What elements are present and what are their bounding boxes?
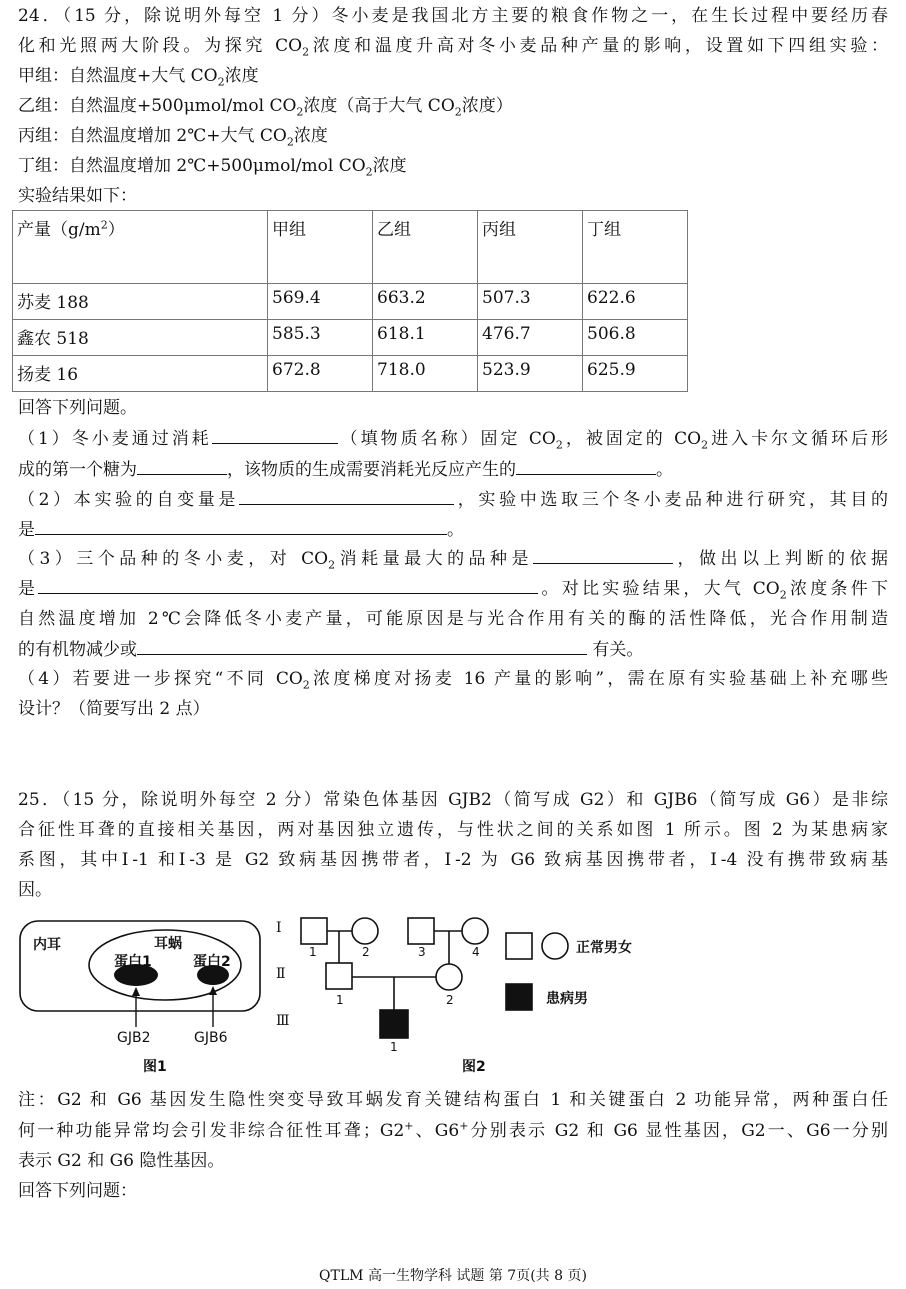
label-gjb2: GJB2: [117, 1030, 151, 1046]
pedigree-number: 1: [309, 945, 317, 959]
cell: 523.9: [478, 356, 583, 392]
cell: 625.9: [583, 356, 688, 392]
figure-2: [301, 918, 568, 1038]
arrowhead-gjb2: [132, 987, 140, 996]
q24-part3-line1: （3）三个品种的冬小麦，对 $CO_2$消耗量最大的品种是 ，做出以上判断的依据: [18, 549, 888, 572]
label-inner-ear: 内耳: [33, 937, 61, 953]
pedigree-I-4-female: [462, 918, 488, 944]
label-gjb6: GJB6: [194, 1030, 228, 1046]
pedigree-number: 1: [390, 1040, 398, 1054]
results-table: [12, 210, 688, 392]
q24-part4-line1: （4）若要进一步探究“不同 $CO_2$浓度梯度对扬麦 16 产量的影响”，需在原有实验基础上补充哪些: [18, 669, 888, 692]
group-a: 甲组：自然温度+大气 $CO_2$浓度: [18, 66, 259, 89]
note-line2: 何一种功能异常均会引发非综合征性耳聋；G2+、G6+分别表示 G2 和 G6 显性基因，G2一、G6一分别: [18, 1119, 889, 1141]
figure2-caption: 图2: [462, 1059, 486, 1075]
q25-line2: 合征性耳聋的直接相关基因，两对基因独立遗传，与性状之间的关系如图 1 所示。图 2 为某患病家: [18, 820, 888, 840]
figure1-caption: 图1: [143, 1059, 167, 1075]
pedigree-number: 1: [336, 993, 344, 1007]
cell: 476.7: [478, 320, 583, 356]
q24-line1: 24．（15 分，除说明外每空 1 分）冬小麦是我国北方主要的粮食作物之一，在生长过程中要经历春: [18, 6, 888, 26]
q24-part3-line4: 的有机物减少或 有关。: [18, 640, 644, 660]
pedigree-II-1-male: [326, 963, 352, 989]
legend-normal-male: [506, 933, 532, 959]
cell: 569.4: [268, 284, 373, 320]
q24-line2: 化和光照两大阶段。为探究 $CO_2$浓度和温度升高对冬小麦品种产量的影响，设置如下四组实验：: [18, 36, 889, 59]
cell: 585.3: [268, 320, 373, 356]
results-intro: 实验结果如下：: [18, 186, 137, 206]
pedigree-number: 3: [418, 945, 426, 959]
table-row: [13, 284, 688, 320]
pedigree-I-2-female: [352, 918, 378, 944]
answer-intro: 回答下列问题。: [18, 398, 137, 418]
header-col: 甲组: [268, 211, 373, 284]
cell: 663.2: [373, 284, 478, 320]
legend-affected-label: 患病男: [546, 991, 588, 1007]
row-name: 苏麦 188: [13, 284, 268, 320]
legend-normal-label: 正常男女: [576, 940, 632, 956]
label-cochlea: 耳蜗: [154, 936, 182, 952]
generation-I: Ⅰ: [276, 920, 282, 936]
pedigree-I-3-male: [408, 918, 434, 944]
label-protein2: 蛋白2: [193, 954, 231, 970]
pedigree-number: 2: [362, 945, 370, 959]
note-line1: 注：G2 和 G6 基因发生隐性突变导致耳蜗发育关键结构蛋白 1 和关键蛋白 2 功能异常，两种蛋白任: [18, 1090, 888, 1110]
cell: 507.3: [478, 284, 583, 320]
generation-III: Ⅲ: [276, 1013, 290, 1029]
label-protein1: 蛋白1: [114, 954, 152, 970]
generation-II: Ⅱ: [276, 966, 286, 982]
legend-affected-male: [506, 984, 532, 1010]
legend-normal-female: [542, 933, 568, 959]
q24-part3-line3: 自然温度增加 2℃会降低冬小麦产量，可能原因是与光合作用有关的酶的活性降低，光合作用制造: [18, 609, 888, 629]
table-header-row: [13, 211, 688, 284]
q24-part3-line2: 是 。对比实验结果，大气 $CO_2$浓度条件下: [18, 579, 889, 602]
row-name: 扬麦 16: [13, 356, 268, 392]
table-row: [13, 356, 688, 392]
q24-part1-line2: 成的第一个糖为 ，该物质的生成需要消耗光反应产生的 。: [18, 460, 673, 480]
q24-part2-line2: 是 。: [18, 520, 464, 540]
cell: 506.8: [583, 320, 688, 356]
header-col: 丁组: [583, 211, 688, 284]
note-line3: 表示 G2 和 G6 隐性基因。: [18, 1151, 225, 1171]
group-b: 乙组：自然温度+500μmol/mol $CO_2$浓度（高于大气 $CO_2$浓度）: [18, 96, 513, 119]
cell: 718.0: [373, 356, 478, 392]
q25-line1: 25．（15 分，除说明外每空 2 分）常染色体基因 GJB2（简写成 G2）和 GJB6（简写成 G6）是非综: [18, 790, 888, 810]
pedigree-number: 4: [472, 945, 480, 959]
header-col: 乙组: [373, 211, 478, 284]
row-name: 鑫农 518: [13, 320, 268, 356]
q25-line4: 因。: [18, 880, 52, 900]
q25-line3: 系图，其中Ⅰ-1 和Ⅰ-3 是 G2 致病基因携带者，Ⅰ-2 为 G6 致病基因携带者，Ⅰ-4 没有携带致病基: [18, 850, 888, 870]
group-d: 丁组：自然温度增加 2℃+500μmol/mol $CO_2$浓度: [18, 156, 407, 179]
header-yield: 产量$(g/m^2)$: [13, 211, 268, 284]
cell: 618.1: [373, 320, 478, 356]
q25-answer-intro: 回答下列问题：: [18, 1181, 137, 1201]
header-col: 丙组: [478, 211, 583, 284]
q24-part1-line1: （1）冬小麦通过消耗 （填物质名称）固定 $CO_2$，被固定的 $CO_2$进入卡尔文循环后形: [18, 429, 888, 452]
group-c: 丙组：自然温度增加 2℃+大气 $CO_2$浓度: [18, 126, 328, 149]
pedigree-number: 2: [446, 993, 454, 1007]
cell: 622.6: [583, 284, 688, 320]
page-footer: QTLM 高一生物学科 试题 第 7页(共 8 页): [319, 1268, 587, 1284]
cell: 672.8: [268, 356, 373, 392]
pedigree-III-1-affected-male: [380, 1010, 408, 1038]
q24-part4-line2: 设计？（简要写出 2 点）: [18, 699, 210, 719]
q24-part2-line1: （2）本实验的自变量是 ，实验中选取三个冬小麦品种进行研究，其目的: [18, 490, 888, 510]
table-row: [13, 320, 688, 356]
pedigree-II-2-female: [436, 964, 462, 990]
pedigree-I-1-male: [301, 918, 327, 944]
